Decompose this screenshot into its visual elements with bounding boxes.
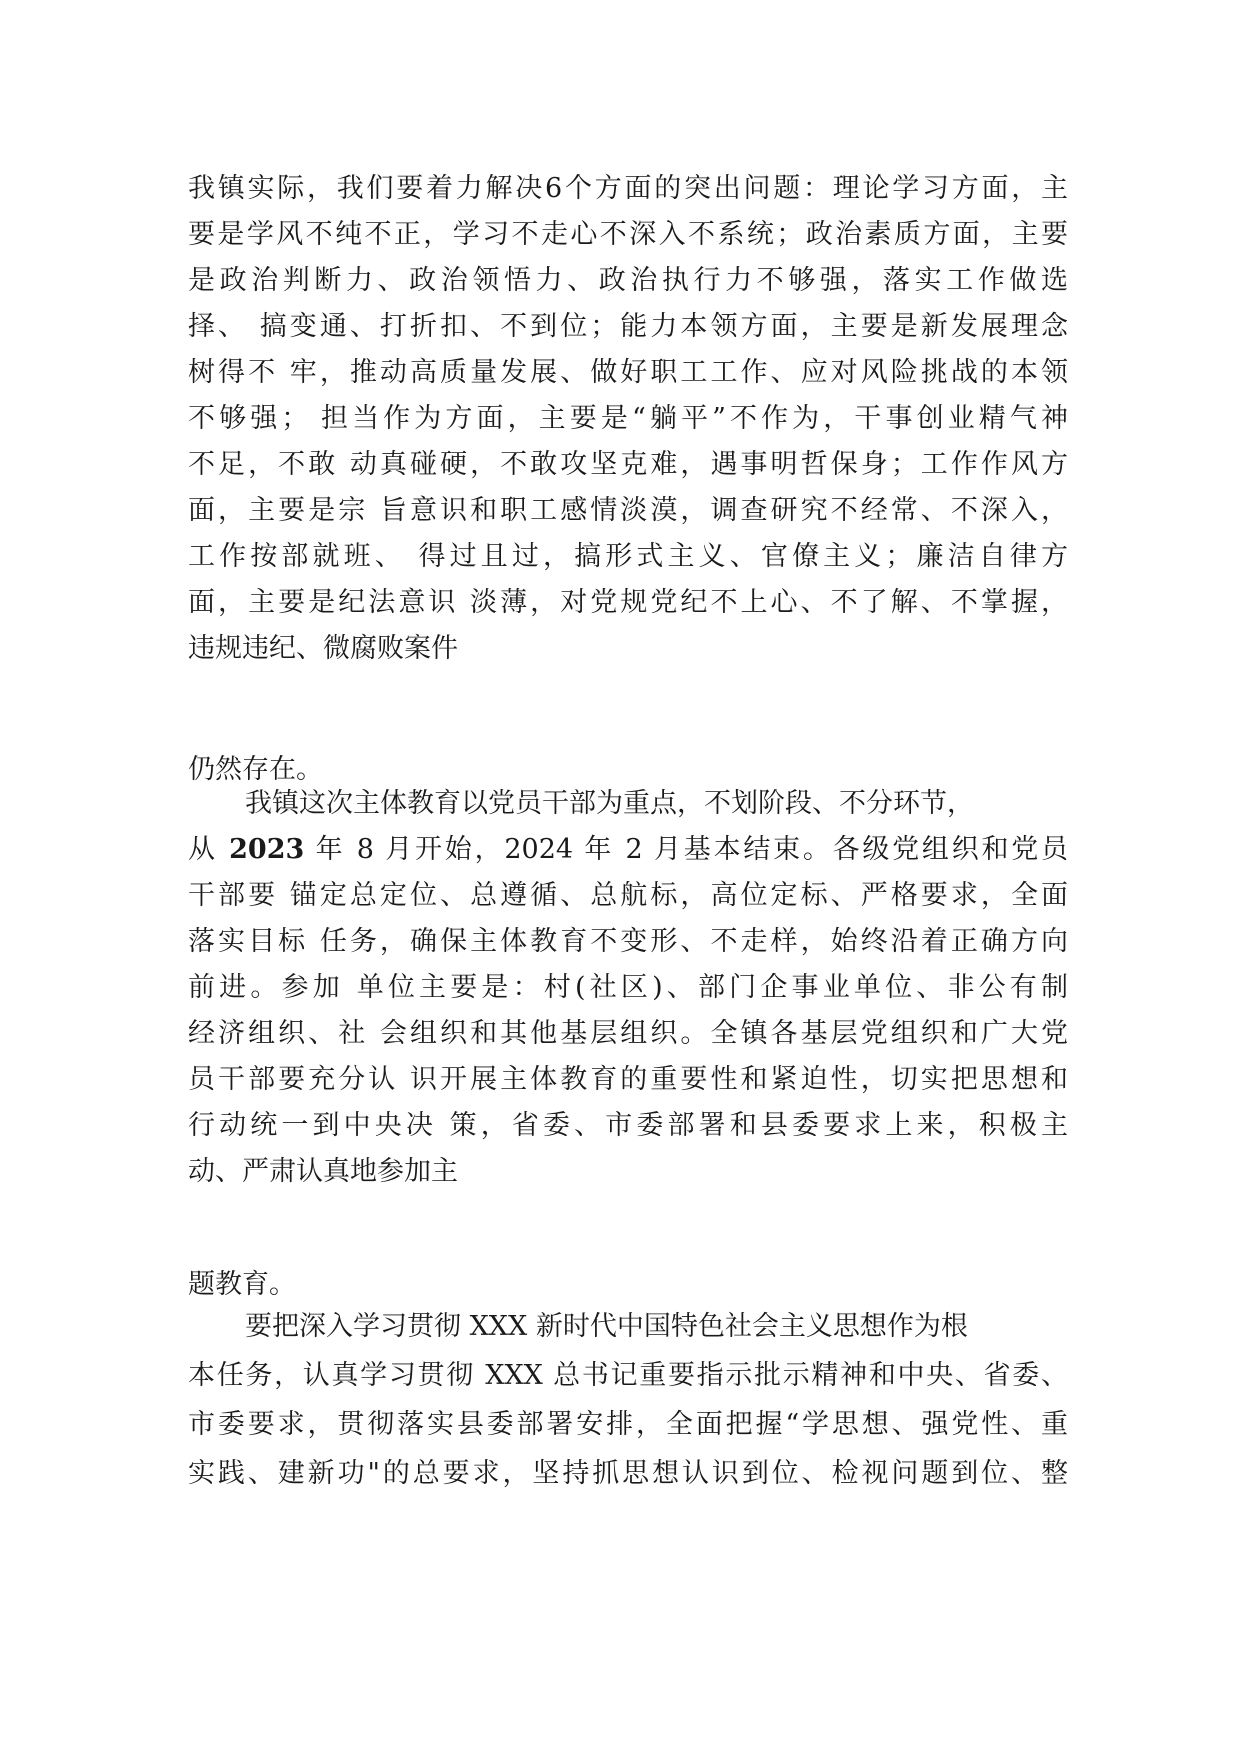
paragraph-line: 前进。参加 单位主要是：村(社区)、部门企事业单位、非公有制 — [188, 972, 1068, 1003]
paragraph-line: 落实目标 任务，确保主体教育不变形、不走样，始终沿着正确方向 — [188, 926, 1068, 957]
paragraph-line: 市委要求，贯彻落实县委部署安排，全面把握“学思想、强党性、重 — [188, 1409, 1068, 1440]
paragraph-line: 员干部要充分认 识开展主体教育的重要性和紧迫性，切实把思想和 — [188, 1064, 1068, 1095]
paragraph-line: 不足，不敢 动真碰硬，不敢攻坚克难，遇事明哲保身；工作作风方 — [188, 449, 1068, 480]
paragraph-line: 行动统一到中央决 策，省委、市委部署和县委要求上来，积极主 — [188, 1110, 1068, 1141]
line-suffix: 年 8 月开始，2024 年 2 月基本结束。各级党组织和党员 — [304, 834, 1068, 865]
paragraph-first-line: 我镇这次主体教育以党员干部为重点，不划阶段、不分环节， — [245, 788, 974, 819]
paragraph-line: 动、严肃认真地参加主 — [188, 1156, 458, 1187]
paragraph-line: 我镇实际，我们要着力解决6个方面的突出问题：理论学习方面，主 — [188, 173, 1068, 204]
paragraph-line: 要是学风不纯不正，学习不走心不深入不系统；政治素质方面，主要 — [188, 219, 1068, 250]
paragraph-line: 面，主要是宗 旨意识和职工感情淡漠，调查研究不经常、不深入， — [188, 495, 1068, 526]
paragraph-line: 经济组织、社 会组织和其他基层组织。全镇各基层党组织和广大党 — [188, 1018, 1068, 1049]
paragraph-line: 是政治判断力、政治领悟力、政治执行力不够强，落实工作做选 — [188, 265, 1068, 296]
start-year: 2023 — [229, 834, 305, 865]
paragraph-problems — [188, 166, 1068, 672]
paragraph-line: 仍然存在。 — [188, 754, 323, 785]
line-prefix: 从 — [188, 834, 230, 865]
paragraph-line: 不够强； 担当作为方面，主要是“躺平”不作为，干事创业精气神 — [188, 403, 1068, 434]
paragraph-line: 题教育。 — [188, 1269, 296, 1300]
paragraph-line: 择、 搞变通、打折扣、不到位；能力本领方面，主要是新发展理念 — [188, 311, 1068, 342]
paragraph-line: 本任务，认真学习贯彻 XXX 总书记重要指示批示精神和中央、省委、 — [188, 1360, 1068, 1391]
paragraph-line-with-year — [188, 827, 1068, 873]
paragraph-line: 面，主要是纪法意识 淡薄，对党规党纪不上心、不了解、不掌握， — [188, 587, 1068, 618]
paragraph-schedule — [188, 781, 1068, 1195]
paragraph-line: 树得不 牢，推动高质量发展、做好职工工作、应对风险挑战的本领 — [188, 357, 1068, 388]
paragraph-line: 违规违纪、微腐败案件 — [188, 633, 458, 664]
paragraph-line: 干部要 锚定总定位、总遵循、总航标，高位定标、严格要求，全面 — [188, 880, 1068, 911]
paragraph-line: 工作按部就班、 得过且过，搞形式主义、官僚主义；廉洁自律方 — [188, 541, 1068, 572]
paragraph-line: 实践、建新功"的总要求，坚持抓思想认识到位、检视问题到位、整 — [188, 1458, 1068, 1489]
paragraph-task — [188, 1302, 1068, 1498]
paragraph-first-line: 要把深入学习贯彻 XXX 新时代中国特色社会主义思想作为根 — [245, 1311, 968, 1342]
